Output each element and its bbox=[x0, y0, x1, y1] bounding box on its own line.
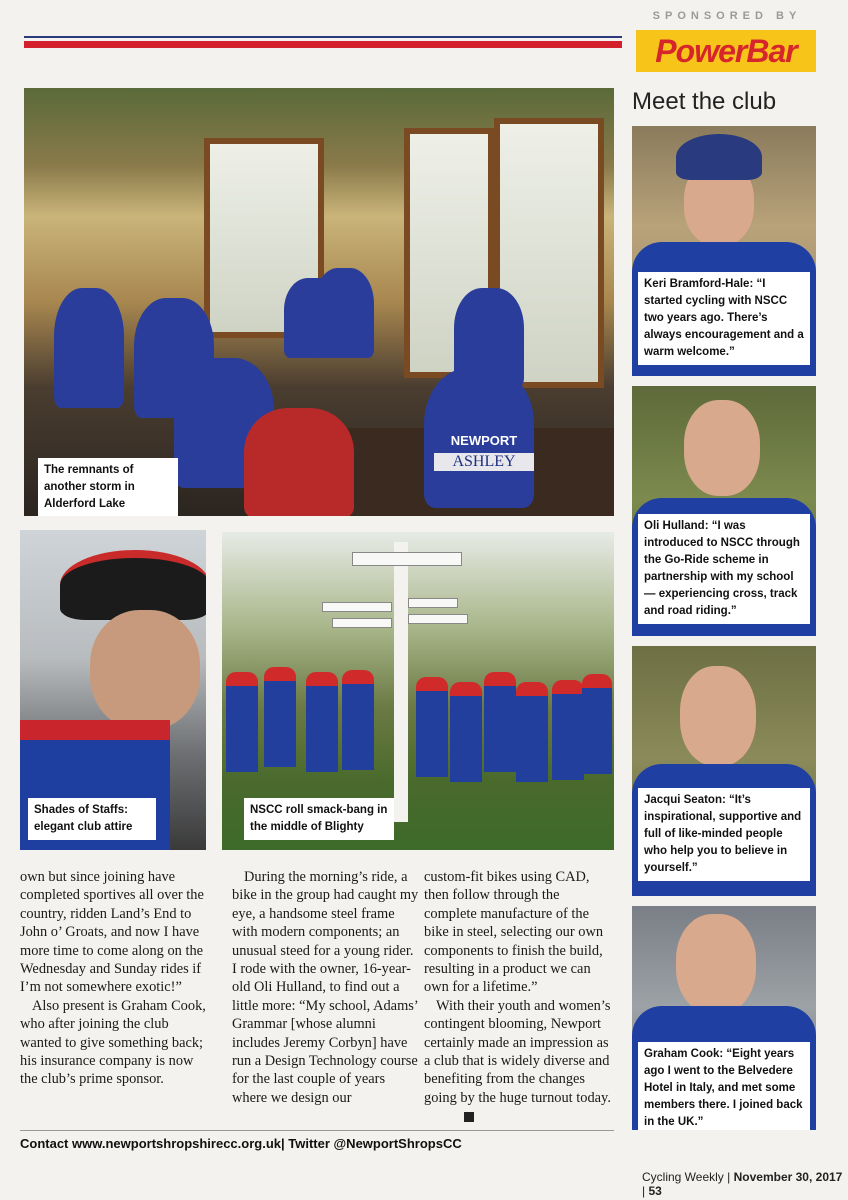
jersey-sponsor-text: ASHLEY bbox=[434, 453, 534, 471]
helmet-shape bbox=[676, 134, 762, 180]
caption-oli: Oli Hulland: “I was introduced to NSCC through the Go-Ride scheme in partnership with my school — experiencing cross, track and road riding.” bbox=[638, 514, 810, 624]
sidebar-title: Meet the club bbox=[632, 88, 777, 115]
group-member bbox=[450, 682, 482, 782]
issue-date: November 30, 2017 bbox=[733, 1170, 843, 1184]
rider-figure bbox=[454, 288, 524, 388]
portrait-face bbox=[684, 400, 760, 496]
sponsor-label: SPONSORED BY bbox=[652, 10, 802, 22]
portrait-keri bbox=[632, 126, 816, 376]
group-member bbox=[516, 682, 548, 782]
face-shape bbox=[90, 610, 200, 730]
sponsor-logo: PowerBar bbox=[636, 30, 816, 72]
group-member bbox=[582, 674, 612, 774]
rider-figure bbox=[54, 288, 124, 408]
article-column-3 bbox=[424, 868, 612, 1126]
article-column-2 bbox=[232, 868, 420, 1107]
cafe-photo bbox=[24, 88, 614, 516]
footer-rule bbox=[20, 1130, 614, 1131]
group-photo bbox=[222, 532, 614, 850]
staffs-photo bbox=[20, 530, 206, 850]
contact-line: Contact www.newportshropshirecc.org.uk| Twitter @NewportShropsCC bbox=[20, 1136, 462, 1151]
portrait-graham bbox=[632, 906, 816, 1130]
group-member bbox=[226, 672, 258, 772]
portrait-face bbox=[680, 666, 756, 766]
portrait-jacqui bbox=[632, 646, 816, 896]
signpost-arm bbox=[408, 614, 468, 624]
publication-name: Cycling Weekly bbox=[642, 1170, 724, 1184]
rider-figure bbox=[244, 408, 354, 516]
article-column-1 bbox=[20, 868, 208, 1089]
header-rule bbox=[24, 36, 622, 50]
signpost-top bbox=[352, 552, 462, 566]
article-paragraph: own but since joining have completed sportives all over the country, ridden Land’s End to John o’ Groats, and now I have more time to come along on the Wednesday and Sunday rides if I’m not somewhere exotic!” bbox=[20, 869, 204, 996]
signpost-arm bbox=[408, 598, 458, 608]
portrait-face bbox=[676, 914, 756, 1014]
group-caption: NSCC roll smack-bang in the middle of Blighty bbox=[244, 798, 394, 840]
portrait-oli bbox=[632, 386, 816, 636]
caption-keri: Keri Bramford-Hale: “I started cycling with NSCC two years ago. There’s always encouragement and a warm welcome.” bbox=[638, 272, 810, 365]
signpost-arm bbox=[332, 618, 392, 628]
group-member bbox=[552, 680, 584, 780]
jersey-text: NEWPORT bbox=[450, 433, 518, 448]
page-folio: Cycling Weekly | November 30, 2017 | 53 bbox=[642, 1170, 843, 1198]
group-member bbox=[342, 670, 374, 770]
cafe-caption: The remnants of another storm in Alderford Lake bbox=[38, 458, 178, 516]
end-mark-icon bbox=[464, 1112, 474, 1122]
signpost-arm bbox=[322, 602, 392, 612]
group-member bbox=[416, 677, 448, 777]
article-paragraph: custom-fit bikes using CAD, then follow through the complete manufacture of the bike in steel, selecting our own components to finish the build, resulting in a product we can own for a lifetime.” bbox=[424, 869, 604, 996]
article-paragraph: With their youth and women’s contingent blooming, Newport certainly made an impression as a club that is widely diverse and benefiting from the changes going by the huge turnout today. bbox=[424, 997, 611, 1106]
signpost bbox=[394, 542, 408, 822]
caption-graham: Graham Cook: “Eight years ago I went to the Belvedere Hotel in Italy, and met some members there. I joined back in the UK.” bbox=[638, 1042, 810, 1130]
page-number: 53 bbox=[648, 1184, 662, 1198]
caption-jacqui: Jacqui Seaton: “It’s inspirational, supportive and full of like-minded people who help you to believe in yourself.” bbox=[638, 788, 810, 881]
group-member bbox=[484, 672, 516, 772]
article-paragraph: During the morning’s ride, a bike in the group had caught my eye, a handsome steel frame with modern components; an unusual steed for a young rider. I rode with the owner, 16-year-old Oli Hulland, to find out a little more: “My school, Adams’ Grammar [whose alumni includes Jeremy Corbyn] have run a Design Technology course for the last couple of years where we design our bbox=[232, 869, 419, 1106]
group-member bbox=[306, 672, 338, 772]
article-paragraph: Also present is Graham Cook, who after joining the club wanted to give something back; his insurance company is now the club’s prime sponsor. bbox=[20, 997, 206, 1088]
group-member bbox=[264, 667, 296, 767]
staffs-caption: Shades of Staffs: elegant club attire bbox=[28, 798, 156, 840]
header-red-band bbox=[24, 41, 622, 48]
article-body bbox=[20, 868, 612, 1123]
rider-figure bbox=[314, 268, 374, 358]
